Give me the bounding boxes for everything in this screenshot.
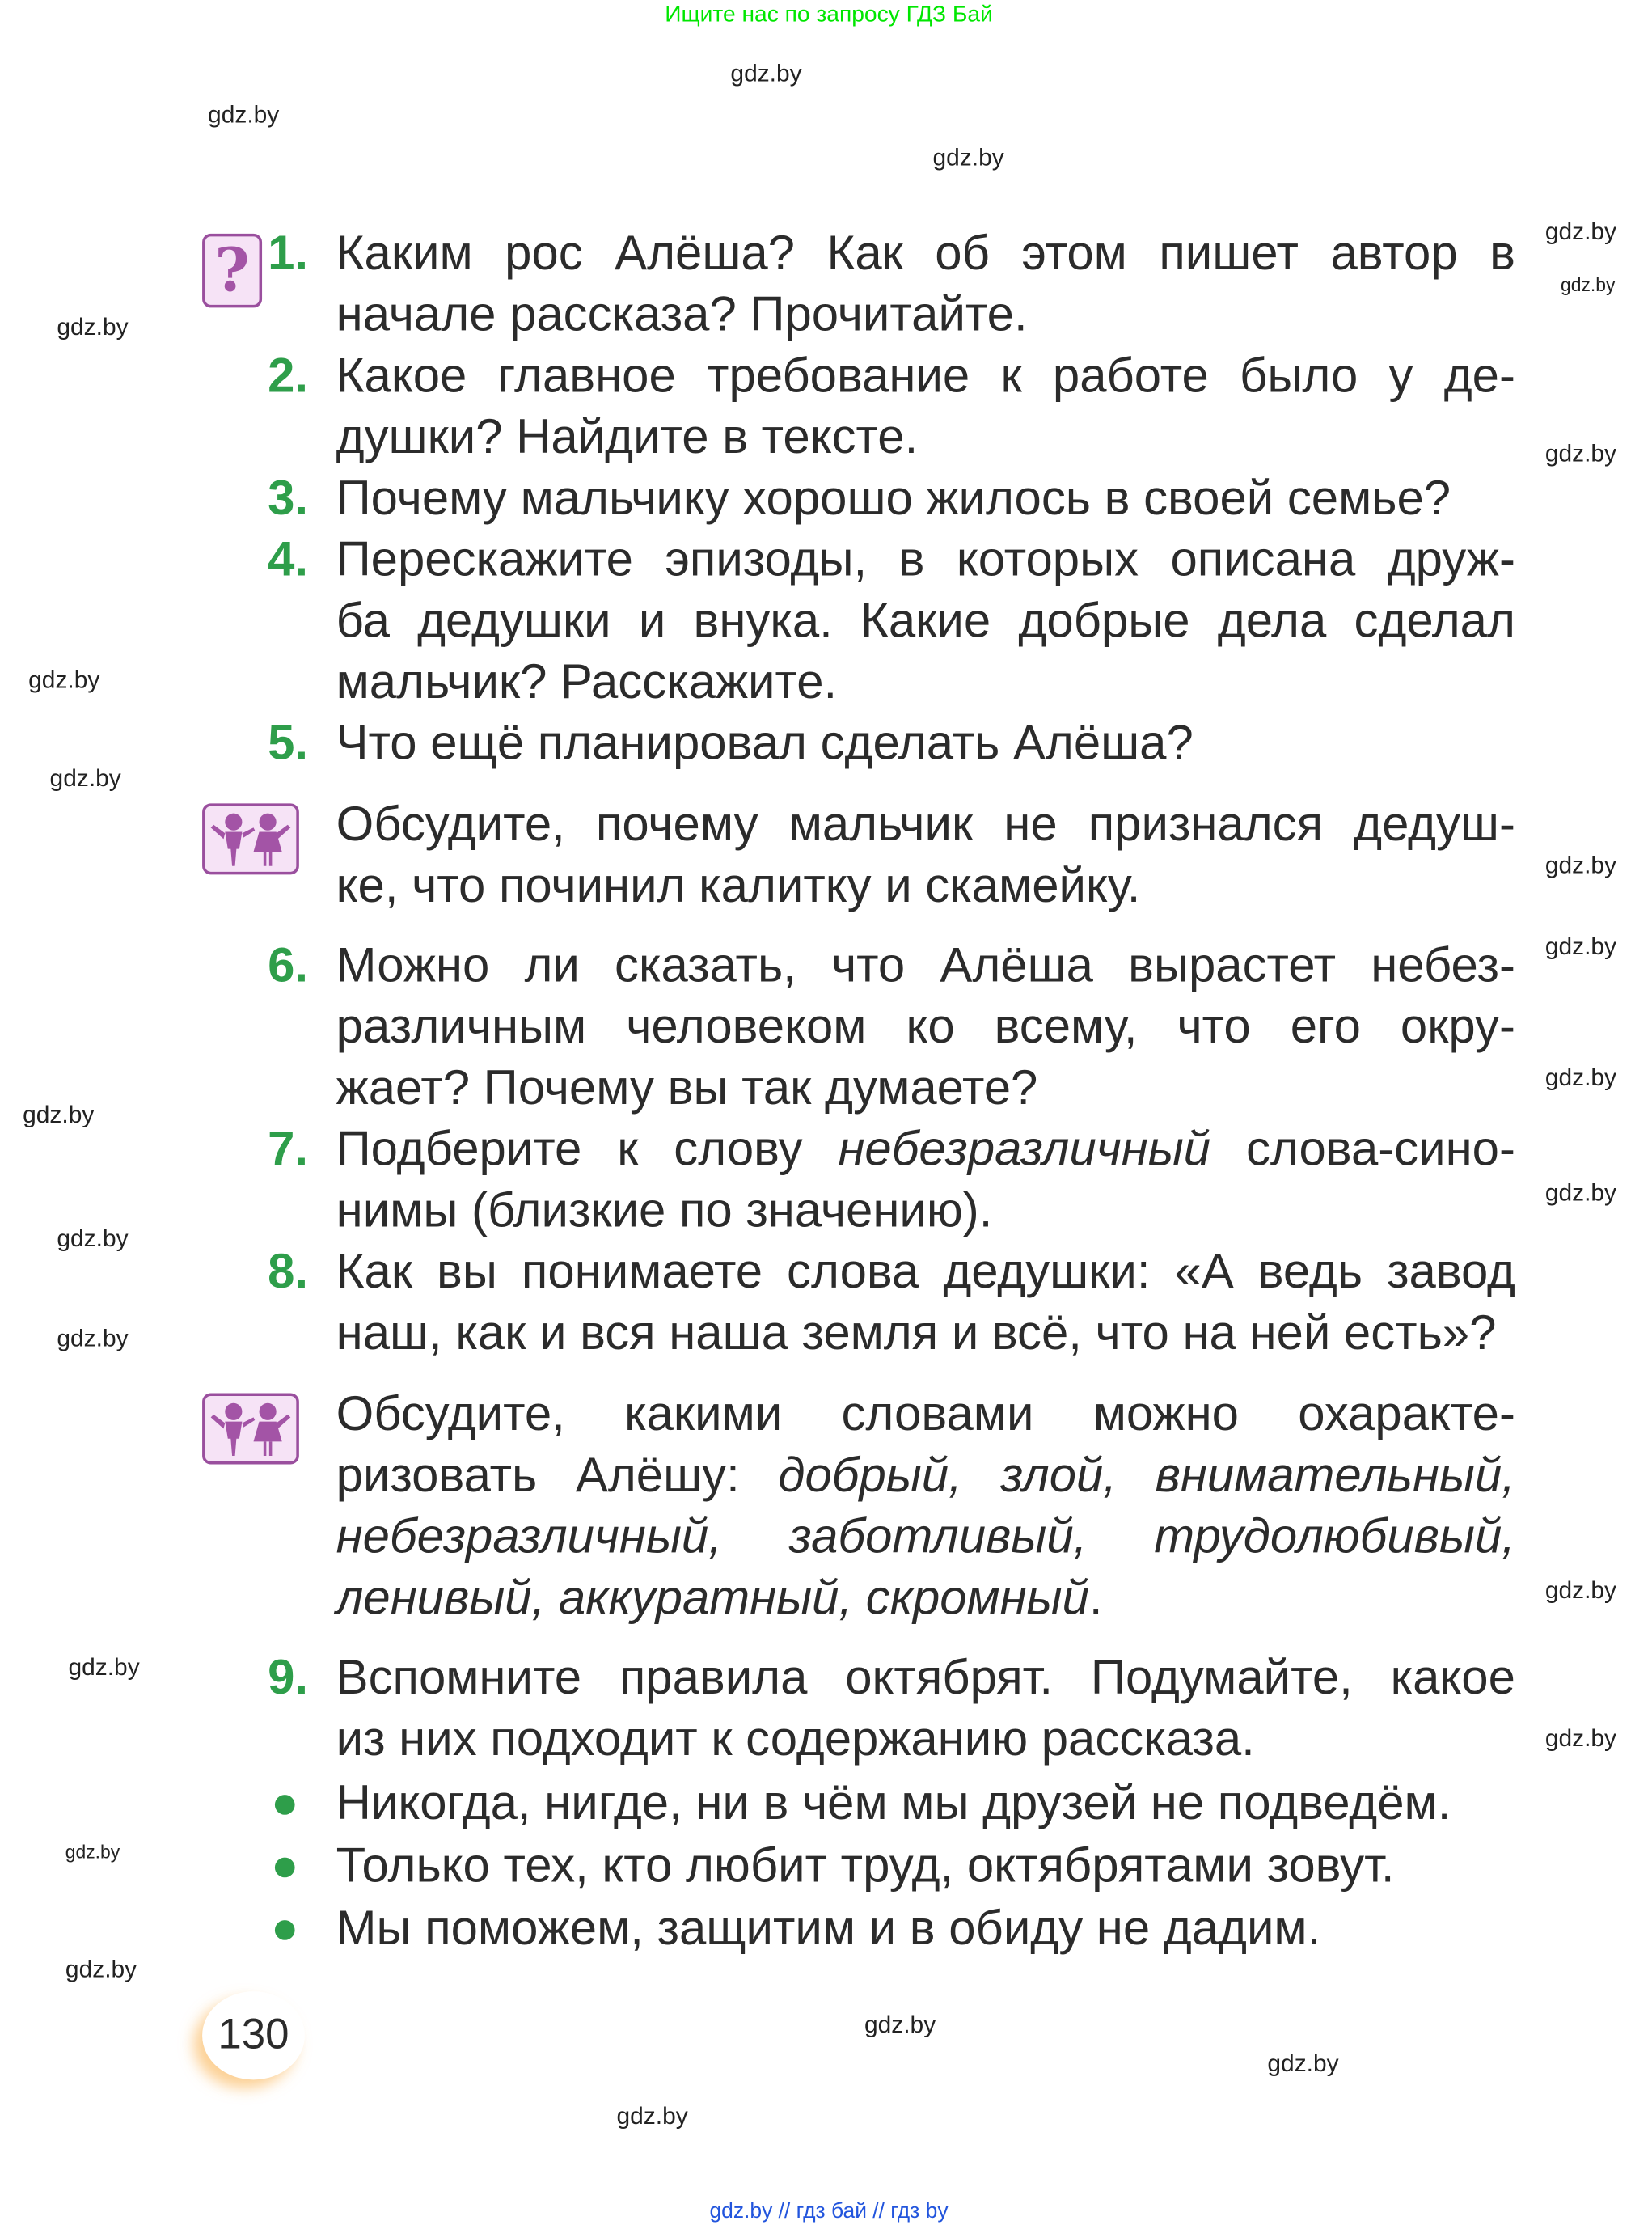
text-segment: различным человеком ко всему, что его окру- bbox=[336, 1000, 1515, 1055]
text-segment: жает? Почему вы так думаете? bbox=[336, 1061, 1038, 1116]
bullet-icon bbox=[275, 1858, 295, 1878]
watermark: gdz.by bbox=[57, 313, 129, 341]
watermark: gdz.by bbox=[65, 1956, 137, 1983]
text-segment: . bbox=[1088, 1571, 1103, 1626]
search-banner: Ищите нас по запросу ГДЗ Бай bbox=[665, 2, 993, 27]
text-line bbox=[336, 1119, 1515, 1181]
watermark: gdz.by bbox=[1544, 933, 1617, 961]
text-segment: Как вы понимаете слова дедушки: «А ведь завод bbox=[336, 1245, 1515, 1300]
text-segment: ризовать Алёшу: bbox=[336, 1449, 779, 1504]
bullet-icon bbox=[275, 1795, 295, 1815]
text-segment: Перескажите эпизоды, в которых описана друж- bbox=[336, 532, 1515, 587]
watermark: gdz.by bbox=[932, 143, 1004, 171]
text-segment: Почему мальчику хорошо жилось в своей семье? bbox=[336, 471, 1451, 526]
watermark: gdz.by bbox=[1544, 1064, 1617, 1092]
text-segment: Мы поможем, защитим и в обиду не дадим. bbox=[336, 1901, 1321, 1956]
text-line bbox=[336, 346, 1515, 408]
watermark: gdz.by bbox=[1544, 1724, 1617, 1753]
text-line bbox=[336, 468, 1515, 530]
question-number: 2. bbox=[268, 349, 309, 404]
italic-words: ленивый, аккуратный, скромный bbox=[336, 1571, 1089, 1626]
text-line bbox=[336, 530, 1515, 591]
text-segment: Каким рос Алёша? Как об этом пишет автор в bbox=[336, 226, 1515, 281]
text-line bbox=[336, 1774, 1515, 1835]
question-number: 5. bbox=[268, 716, 309, 771]
text-line bbox=[336, 856, 1515, 917]
question-number: 1. bbox=[268, 226, 309, 281]
italic-words: небезразличный bbox=[838, 1122, 1211, 1177]
watermark: gdz.by bbox=[23, 1101, 95, 1128]
text-line bbox=[336, 408, 1515, 469]
text-segment: Что ещё планировал сделать Алёша? bbox=[336, 716, 1194, 771]
watermark: gdz.by bbox=[57, 1324, 129, 1352]
text-segment: мальчик? Расскажите. bbox=[336, 655, 838, 710]
text-segment: из них подходит к содержанию рассказа. bbox=[336, 1711, 1255, 1766]
text-segment: ке, что починил калитку и скамейку. bbox=[336, 859, 1141, 913]
italic-words: добрый, злой, внимательный, bbox=[778, 1449, 1515, 1504]
watermark: gdz.by bbox=[1544, 440, 1617, 467]
watermark: gdz.by bbox=[864, 2011, 936, 2039]
text-segment: наш, как и вся наша земля и всё, что на ней есть»? bbox=[336, 1306, 1497, 1360]
text-line bbox=[336, 591, 1515, 653]
watermark: gdz.by bbox=[65, 1841, 120, 1863]
watermark: gdz.by bbox=[1267, 2049, 1339, 2077]
watermark: gdz.by bbox=[28, 666, 100, 694]
question-number: 9. bbox=[268, 1651, 309, 1706]
text-line bbox=[336, 285, 1515, 346]
watermark: gdz.by bbox=[616, 2102, 688, 2130]
watermark: gdz.by bbox=[208, 101, 280, 129]
text-line bbox=[336, 1059, 1515, 1120]
text-segment: Только тех, кто любит труд, октябрятами зовут. bbox=[336, 1838, 1395, 1893]
text-line bbox=[336, 1507, 1515, 1568]
bullet-icon bbox=[275, 1920, 295, 1940]
text-segment: нимы (близкие по значению). bbox=[336, 1183, 993, 1238]
discuss-pair-icon bbox=[202, 1393, 299, 1464]
question-number: 6. bbox=[268, 938, 309, 993]
footer-links[interactable]: gdz.by // гдз бай // гдз by bbox=[709, 2199, 949, 2224]
question-number: 3. bbox=[268, 471, 309, 526]
question-icon: ? bbox=[202, 234, 262, 308]
text-segment: начале рассказа? Прочитайте. bbox=[336, 287, 1028, 342]
text-line bbox=[336, 1181, 1515, 1242]
text-line bbox=[336, 1836, 1515, 1897]
watermark: gdz.by bbox=[1544, 218, 1617, 245]
text-segment: Обсудите, какими словами можно охаракте- bbox=[336, 1387, 1515, 1442]
text-line bbox=[336, 997, 1515, 1059]
watermark: gdz.by bbox=[49, 764, 121, 793]
text-line bbox=[336, 936, 1515, 997]
text-segment: Какое главное требование к работе было у де- bbox=[336, 349, 1515, 404]
text-line bbox=[336, 1446, 1515, 1508]
text-line bbox=[336, 1303, 1515, 1364]
watermark: gdz.by bbox=[1544, 852, 1617, 879]
text-line bbox=[336, 795, 1515, 857]
question-number: 7. bbox=[268, 1122, 309, 1177]
watermark: gdz.by bbox=[1544, 1576, 1617, 1605]
text-segment: Обсудите, почему мальчик не признался дедуш- bbox=[336, 797, 1515, 852]
question-number: 8. bbox=[268, 1245, 309, 1300]
watermark: gdz.by bbox=[730, 59, 802, 87]
page-number: 130 bbox=[202, 1991, 305, 2079]
text-segment: Никогда, нигде, ни в чём мы друзей не подведём. bbox=[336, 1776, 1451, 1831]
text-line bbox=[336, 1385, 1515, 1446]
text-segment: Подберите к слову bbox=[336, 1122, 839, 1177]
text-segment: душки? Найдите в тексте. bbox=[336, 410, 919, 465]
text-segment: ба дедушки и внука. Какие добрые дела сделал bbox=[336, 594, 1515, 649]
question-number: 4. bbox=[268, 532, 309, 587]
text-line bbox=[336, 1709, 1515, 1770]
text-segment: слова-сино- bbox=[1210, 1122, 1515, 1177]
text-line bbox=[336, 653, 1515, 714]
text-line bbox=[336, 713, 1515, 775]
watermark: gdz.by bbox=[1544, 1179, 1617, 1207]
text-segment: Можно ли сказать, что Алёша вырастет небез- bbox=[336, 938, 1515, 993]
text-line bbox=[336, 224, 1515, 286]
text-line bbox=[336, 1648, 1515, 1710]
text-line bbox=[336, 1568, 1515, 1630]
text-line bbox=[336, 1242, 1515, 1304]
watermark: gdz.by bbox=[68, 1653, 140, 1681]
text-line bbox=[336, 1899, 1515, 1961]
watermark: gdz.by bbox=[57, 1225, 129, 1253]
watermark: gdz.by bbox=[1561, 274, 1616, 296]
text-segment: Вспомните правила октябрят. Подумайте, какое bbox=[336, 1651, 1515, 1706]
discuss-pair-icon bbox=[202, 803, 299, 874]
italic-words: небезразличный, заботливый, трудолюбивый, bbox=[336, 1509, 1515, 1564]
